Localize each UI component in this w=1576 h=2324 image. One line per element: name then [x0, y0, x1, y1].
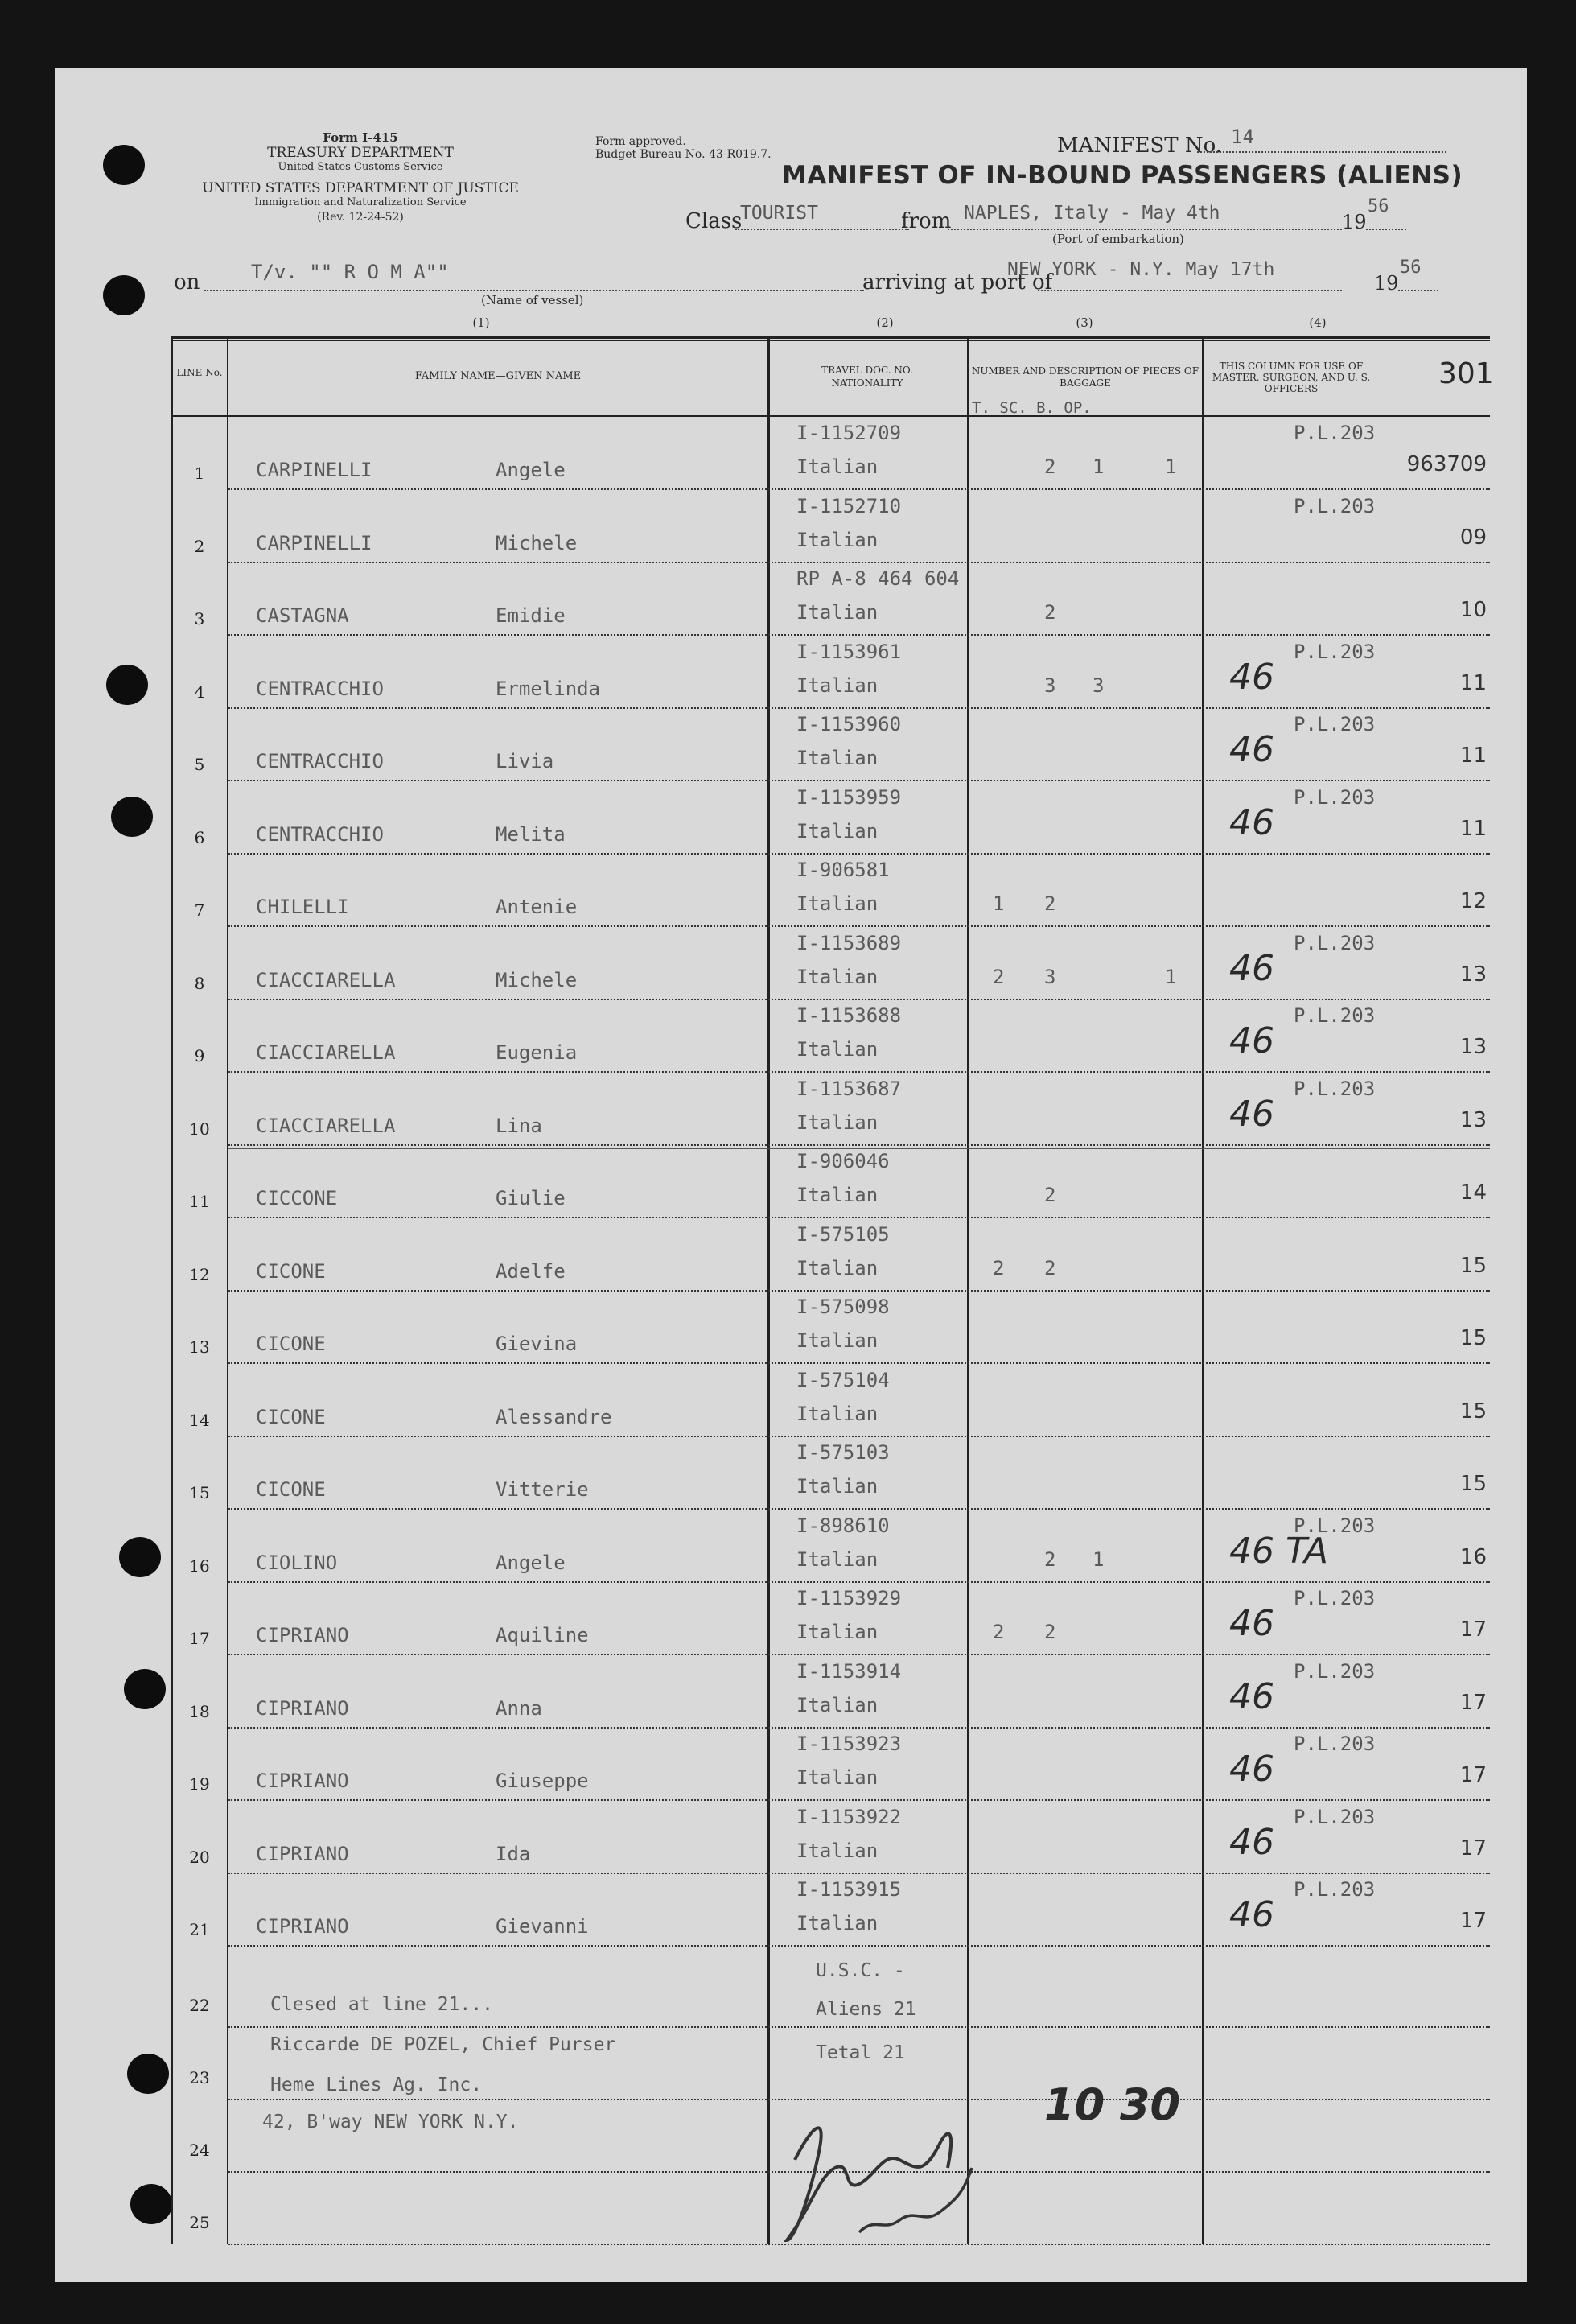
table-row — [55, 927, 1527, 1000]
nationality: Italian — [796, 1257, 879, 1279]
table-row — [55, 1364, 1527, 1437]
line-number: 23 — [189, 2068, 210, 2087]
row-rule — [228, 2026, 1490, 2028]
arriving-label: arriving at port of — [862, 270, 1053, 295]
officer-note: P.L.203 — [1294, 641, 1376, 663]
table-row — [55, 999, 1527, 1073]
officer-mark: 46 — [1229, 1894, 1274, 1935]
nationality: Italian — [796, 892, 879, 915]
nationality: Italian — [796, 1038, 879, 1061]
family-name: CIACCIARELLA — [256, 969, 396, 991]
officer-mark: 46 — [1229, 1749, 1274, 1790]
officer-mark: 46 — [1229, 729, 1274, 770]
line-number: 9 — [194, 1046, 205, 1065]
reference-number: 16 — [1459, 1545, 1487, 1569]
line-number: 6 — [194, 828, 205, 847]
arrival-year-prefix: 19 — [1374, 272, 1399, 295]
baggage-t: 2 — [993, 1257, 1005, 1279]
column-1-number: (1) — [472, 315, 490, 330]
given-name: Angele — [496, 459, 566, 481]
line-number: 8 — [194, 974, 205, 993]
family-name: CIPRIANO — [256, 1843, 349, 1865]
officer-note: P.L.203 — [1294, 1733, 1376, 1755]
nationality: Italian — [796, 747, 879, 769]
family-name: CASTAGNA — [256, 604, 349, 627]
officer-note: P.L.203 — [1294, 932, 1376, 954]
reference-number: 15 — [1459, 1326, 1487, 1350]
table-row — [55, 1218, 1527, 1292]
reference-number: 13 — [1459, 1108, 1487, 1132]
line-number: 12 — [189, 1265, 210, 1284]
table-row — [55, 1436, 1527, 1510]
reference-number: 11 — [1459, 817, 1487, 841]
given-name: Ermelinda — [496, 678, 601, 700]
travel-doc-number: I-1153959 — [796, 786, 902, 809]
given-name: Angele — [496, 1551, 566, 1574]
family-name: CIOLINO — [256, 1551, 338, 1574]
family-name: CHILELLI — [256, 896, 349, 918]
line-number: 7 — [194, 900, 205, 920]
officer-note: P.L.203 — [1294, 422, 1376, 444]
travel-doc-number: I-1153914 — [796, 1660, 902, 1683]
line-number: 13 — [189, 1337, 210, 1357]
treasury-department: TREASURY DEPARTMENT — [267, 145, 454, 161]
baggage-sc: 2 — [1044, 1184, 1056, 1206]
officer-mark: 46 — [1229, 1822, 1274, 1863]
embarkation-port-value: NAPLES, Italy - May 4th — [964, 203, 1220, 224]
table-row — [55, 562, 1527, 636]
family-name: CIPRIANO — [256, 1624, 349, 1646]
nationality: Italian — [796, 1548, 879, 1571]
given-name: Lina — [496, 1115, 542, 1137]
total-count: Tetal 21 — [816, 2042, 905, 2063]
table-row — [55, 1582, 1527, 1655]
budget-bureau: Budget Bureau No. 43-R019.7. — [595, 148, 772, 161]
given-name: Giulie — [496, 1187, 566, 1209]
nationality: Italian — [796, 1621, 879, 1643]
line-number: 24 — [189, 2141, 210, 2160]
baggage-t: 1 — [993, 892, 1005, 915]
family-name: CIPRIANO — [256, 1697, 349, 1720]
reference-number: 10 — [1459, 598, 1487, 622]
on-label: on — [174, 270, 200, 295]
family-name: CICONE — [256, 1333, 326, 1355]
family-name: CENTRACCHIO — [256, 823, 384, 846]
manifest-sheet — [55, 68, 1527, 2282]
reference-number: 12 — [1459, 889, 1487, 913]
embark-year: 56 — [1368, 196, 1389, 216]
arrival-port-value: NEW YORK - N.Y. May 17th — [1007, 259, 1275, 280]
nationality: Italian — [796, 820, 879, 843]
baggage-header: NUMBER AND DESCRIPTION OF PIECES OF BAGGAGE — [971, 365, 1199, 389]
table-row — [55, 1073, 1527, 1146]
line-number: 2 — [194, 537, 205, 556]
given-name: Michele — [496, 969, 578, 991]
purser-name: Riccarde DE POZEL, Chief Purser — [270, 2034, 616, 2055]
officer-mark: 46 TA — [1229, 1531, 1328, 1572]
given-name: Eugenia — [496, 1041, 578, 1064]
name-header: FAMILY NAME—GIVEN NAME — [414, 370, 582, 382]
reference-number: 17 — [1459, 1691, 1487, 1715]
baggage-b: 1 — [1093, 1548, 1105, 1571]
line-number: 14 — [189, 1411, 210, 1430]
baggage-sc: 2 — [1044, 601, 1056, 624]
manifest-title: MANIFEST OF IN-BOUND PASSENGERS (ALIENS) — [782, 161, 1463, 190]
reference-number: 17 — [1459, 1909, 1487, 1933]
manifest-number-label: MANIFEST No. — [1057, 134, 1223, 158]
baggage-sc: 2 — [1044, 455, 1056, 478]
row-rule — [228, 1945, 1490, 1947]
baggage-op: 1 — [1165, 966, 1177, 988]
family-name: CIPRIANO — [256, 1770, 349, 1792]
given-name: Aquiline — [496, 1624, 589, 1646]
table-row — [55, 1145, 1527, 1218]
officer-note: P.L.203 — [1294, 1078, 1376, 1100]
given-name: Giuseppe — [496, 1770, 589, 1792]
family-name: CIPRIANO — [256, 1915, 349, 1938]
baggage-sc: 2 — [1044, 1621, 1056, 1643]
line-number: 22 — [189, 1996, 210, 2015]
officer-mark: 46 — [1229, 657, 1274, 698]
line-number: 11 — [189, 1192, 210, 1211]
travel-doc-number: RP A-8 464 604 — [796, 567, 960, 590]
travel-doc-number: I-1153915 — [796, 1878, 902, 1901]
table-row — [55, 854, 1527, 927]
arrival-year: 56 — [1400, 258, 1422, 278]
table-row — [55, 490, 1527, 563]
given-name: Gievina — [496, 1333, 578, 1355]
nationality: Italian — [796, 529, 879, 551]
family-name: CICONE — [256, 1260, 326, 1283]
nationality: Italian — [796, 1840, 879, 1862]
column-4-number: (4) — [1309, 315, 1327, 330]
table-row — [55, 1655, 1527, 1729]
nationality: Italian — [796, 674, 879, 697]
reference-number: 13 — [1459, 962, 1487, 987]
line-number: 21 — [189, 1920, 210, 1939]
table-row — [55, 1510, 1527, 1583]
travel-doc-number: I-1153929 — [796, 1587, 902, 1609]
family-name: CARPINELLI — [256, 459, 372, 481]
travel-doc-number: I-1153960 — [796, 713, 902, 736]
binder-hole — [130, 2184, 172, 2224]
reference-number: 15 — [1459, 1399, 1487, 1424]
given-name: Alessandre — [496, 1406, 612, 1428]
baggage-b: 3 — [1093, 674, 1105, 697]
customs-service: United States Customs Service — [278, 161, 443, 173]
given-name: Gievanni — [496, 1915, 589, 1938]
aliens-count: Aliens 21 — [816, 1999, 916, 2020]
nationality: Italian — [796, 1329, 879, 1352]
line-number: 5 — [194, 755, 205, 774]
reference-number: 17 — [1459, 1763, 1487, 1787]
family-name: CENTRACCHIO — [256, 750, 384, 773]
us-citizens-count: U.S.C. - — [816, 1960, 905, 1981]
nationality: Italian — [796, 1912, 879, 1935]
given-name: Michele — [496, 532, 578, 554]
travel-doc-number: I-906581 — [796, 859, 890, 881]
binder-hole — [103, 145, 145, 185]
given-name: Antenie — [496, 896, 578, 918]
officer-note: P.L.203 — [1294, 786, 1376, 809]
table-row — [55, 1728, 1527, 1801]
baggage-sc: 3 — [1044, 674, 1056, 697]
travel-doc-number: I-575103 — [796, 1441, 890, 1464]
baggage-subheader: T. SC. B. OP. — [972, 399, 1092, 417]
nationality: Italian — [796, 1475, 879, 1498]
officers-header: THIS COLUMN FOR USE OF MASTER, SURGEON, AND U. S. OFFICERS — [1212, 361, 1371, 394]
family-name: CENTRACCHIO — [256, 678, 384, 700]
manifest-number: 14 — [1231, 126, 1254, 148]
department-of-justice: UNITED STATES DEPARTMENT OF JUSTICE — [202, 180, 519, 196]
officer-mark: 46 — [1229, 1603, 1274, 1644]
given-name: Adelfe — [496, 1260, 566, 1283]
line-number: 20 — [189, 1848, 210, 1867]
officer-mark: 46 — [1229, 948, 1274, 989]
family-name: CIACCIARELLA — [256, 1115, 396, 1137]
class-value: TOURIST — [740, 203, 818, 224]
travel-doc-number: I-575104 — [796, 1369, 890, 1391]
line-number: 18 — [189, 1702, 210, 1721]
table-row — [55, 1873, 1527, 1947]
baggage-sc: 2 — [1044, 1257, 1056, 1279]
table-row — [55, 417, 1527, 490]
officer-mark: 46 — [1229, 1020, 1274, 1061]
reference-number: 11 — [1459, 744, 1487, 768]
table-row — [55, 1291, 1527, 1364]
vessel-name: T/v. "" R O M A"" — [251, 261, 449, 283]
arrival-time: 10 30 — [1044, 2079, 1181, 2130]
from-label: from — [901, 209, 952, 233]
line-number: 4 — [194, 682, 205, 702]
nationality: Italian — [796, 1111, 879, 1134]
reference-number: 963709 — [1406, 452, 1487, 476]
reference-number: 11 — [1459, 671, 1487, 695]
officer-mark: 46 — [1229, 1094, 1274, 1135]
travel-doc-number: I-1152709 — [796, 422, 902, 444]
travel-doc-number: I-1152710 — [796, 495, 902, 517]
given-name: Vitterie — [496, 1478, 589, 1501]
family-name: CICONE — [256, 1478, 326, 1501]
company-address: 42, B'way NEW YORK N.Y. — [262, 2112, 519, 2132]
nationality: Italian — [796, 966, 879, 988]
nationality: Italian — [796, 455, 879, 478]
nationality: Italian — [796, 1403, 879, 1425]
form-approved: Form approved. — [595, 135, 686, 148]
baggage-b: 1 — [1093, 455, 1105, 478]
travel-doc-number: I-1153922 — [796, 1806, 902, 1828]
baggage-sc: 2 — [1044, 1548, 1056, 1571]
nationality: Italian — [796, 1694, 879, 1716]
baggage-sc: 3 — [1044, 966, 1056, 988]
line-number-header: LINE No. — [176, 367, 223, 378]
reference-number: 17 — [1459, 1836, 1487, 1860]
travel-doc-number: I-1153923 — [796, 1733, 902, 1755]
line-number: 1 — [194, 464, 205, 483]
reference-number: 09 — [1459, 525, 1487, 550]
baggage-t: 2 — [993, 1621, 1005, 1643]
officer-note: P.L.203 — [1294, 713, 1376, 736]
reference-number: 15 — [1459, 1472, 1487, 1496]
line-number: 25 — [189, 2213, 210, 2232]
family-name: CICONE — [256, 1406, 326, 1428]
column-2-number: (2) — [876, 315, 894, 330]
officer-mark: 46 — [1229, 802, 1274, 843]
immigration-service: Immigration and Naturalization Service — [254, 196, 467, 208]
travel-doc-number: I-906046 — [796, 1150, 890, 1172]
line-number: 19 — [189, 1774, 210, 1794]
officer-note: P.L.203 — [1294, 1514, 1376, 1537]
line-number: 10 — [189, 1119, 210, 1139]
line-number: 15 — [189, 1483, 210, 1502]
reference-number: 14 — [1459, 1181, 1487, 1205]
given-name: Livia — [496, 750, 554, 773]
shipping-company: Heme Lines Ag. Inc. — [270, 2075, 483, 2095]
given-name: Emidie — [496, 604, 566, 627]
baggage-t: 2 — [993, 966, 1005, 988]
table-row — [55, 636, 1527, 709]
form-number: Form I-415 — [323, 130, 398, 145]
travel-doc-number: I-575098 — [796, 1296, 890, 1318]
line-number: 17 — [189, 1629, 210, 1648]
nationality: Italian — [796, 1766, 879, 1789]
closing-note: Clesed at line 21... — [270, 1994, 493, 2015]
binder-hole — [127, 2054, 169, 2094]
baggage-sc: 2 — [1044, 892, 1056, 915]
baggage-op: 1 — [1165, 455, 1177, 478]
column-3-number: (3) — [1076, 315, 1093, 330]
embark-year-prefix: 19 — [1342, 211, 1367, 233]
binder-hole — [103, 275, 145, 315]
line-number: 3 — [194, 609, 205, 628]
given-name: Anna — [496, 1697, 542, 1720]
travel-doc-number: I-1153688 — [796, 1004, 902, 1027]
family-name: CICCONE — [256, 1187, 338, 1209]
reference-number: 17 — [1459, 1617, 1487, 1642]
officer-note: P.L.203 — [1294, 1878, 1376, 1901]
travel-doc-number: I-898610 — [796, 1514, 890, 1537]
officer-note: P.L.203 — [1294, 1587, 1376, 1609]
line-number: 16 — [189, 1556, 210, 1576]
given-name: Ida — [496, 1843, 531, 1865]
officer-note: P.L.203 — [1294, 1806, 1376, 1828]
travel-doc-number: I-1153689 — [796, 932, 902, 954]
page-number: 301 — [1438, 357, 1494, 390]
officer-mark: 46 — [1229, 1676, 1274, 1717]
travel-doc-number: I-1153961 — [796, 641, 902, 663]
table-row — [55, 708, 1527, 781]
officer-note: P.L.203 — [1294, 1004, 1376, 1027]
port-embarkation-caption: (Port of embarkation) — [1052, 232, 1184, 246]
reference-number: 13 — [1459, 1035, 1487, 1059]
table-row — [55, 781, 1527, 855]
officer-note: P.L.203 — [1294, 1660, 1376, 1683]
table-row — [55, 1801, 1527, 1874]
nationality: Italian — [796, 601, 879, 624]
class-label: Class — [685, 209, 743, 233]
form-revision: (Rev. 12-24-52) — [317, 211, 404, 224]
officer-note: P.L.203 — [1294, 495, 1376, 517]
given-name: Melita — [496, 823, 566, 846]
travel-doc-header: TRAVEL DOC. NO. NATIONALITY — [821, 365, 913, 389]
reference-number: 15 — [1459, 1254, 1487, 1278]
family-name: CIACCIARELLA — [256, 1041, 396, 1064]
travel-doc-number: I-575105 — [796, 1223, 890, 1246]
nationality: Italian — [796, 1184, 879, 1206]
family-name: CARPINELLI — [256, 532, 372, 554]
travel-doc-number: I-1153687 — [796, 1078, 902, 1100]
vessel-caption: (Name of vessel) — [481, 293, 584, 307]
